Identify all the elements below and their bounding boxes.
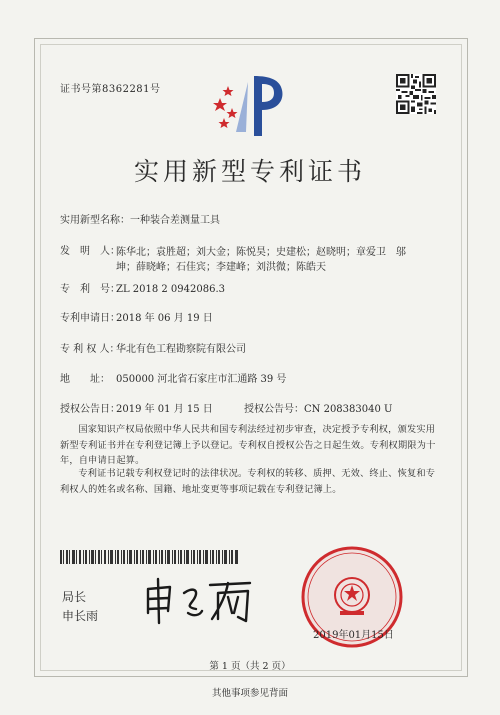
- qr-code-icon: [396, 74, 436, 114]
- grant-date-row: [60, 403, 392, 417]
- footer-note: 其他事项参见背面: [211, 688, 288, 699]
- page-number: 第 1 页（共 2 页）: [209, 661, 291, 672]
- patent-number-row: [60, 283, 225, 297]
- patentee-label: 专 利 权 人：: [60, 344, 120, 355]
- inventor-list: 陈华北；袁胜超；刘大金；陈悦昊；史建松；赵晓明；章爱卫 邬坤；薛晓峰；石佳宾；李建峰；刘洪微；陈皓天: [116, 247, 406, 273]
- patentee-row: [60, 343, 246, 357]
- patentee-value: 华北有色工程勘察院有限公司: [116, 344, 246, 355]
- filing-date-label: 专利申请日：: [60, 313, 120, 324]
- director-name-label: 申长雨: [62, 609, 99, 623]
- director-signature-icon: [140, 575, 260, 625]
- filing-date-row: [60, 312, 213, 326]
- utility-model-name-label: 实用新型名称：: [60, 215, 130, 226]
- seal-date: 2019年01月15日: [313, 630, 394, 641]
- grant-statement-paragraph: 国家知识产权局依照中华人民共和国专利法经过初步审查，决定授予专利权，颁发实用新型专利证书并在专利登记簿上予以登记。专利权自授权公告之日起生效。专利权期限为十年，自申请日起算。: [60, 424, 436, 466]
- address-row: [60, 373, 286, 387]
- grant-number-label: 授权公告号：: [244, 404, 304, 415]
- patent-number-label: 专 利 号：: [60, 284, 120, 295]
- utility-model-name-value: 一种装合差测量工具: [130, 215, 220, 226]
- barcode-icon: [60, 550, 238, 564]
- grant-number-value: CN 208383040 U: [304, 404, 393, 415]
- grant-date-value: 2019 年 01 月 15 日: [116, 404, 213, 415]
- legal-status-paragraph: 专利证书记载专利权登记时的法律状况。专利权的转移、质押、无效、终止、恢复和专利权人的姓名或名称、国籍、地址变更等事项记载在专利登记簿上。: [60, 468, 436, 495]
- address-label: 地 址：: [60, 374, 110, 385]
- director-title-label: 局长: [62, 590, 87, 604]
- utility-model-name-row: [60, 214, 220, 228]
- patent-office-logo-icon: [210, 70, 290, 144]
- inventor-label: 发 明 人：: [60, 246, 120, 257]
- certificate-title: 实用新型专利证书: [133, 157, 366, 186]
- certificate-number: 证书号第8362281号: [60, 84, 161, 95]
- grant-date-label: 授权公告日：: [60, 404, 120, 415]
- filing-date-value: 2018 年 06 月 19 日: [116, 313, 213, 324]
- address-value: 050000 河北省石家庄市汇通路 39 号: [116, 374, 287, 385]
- patent-number-value: ZL 2018 2 0942086.3: [116, 284, 226, 295]
